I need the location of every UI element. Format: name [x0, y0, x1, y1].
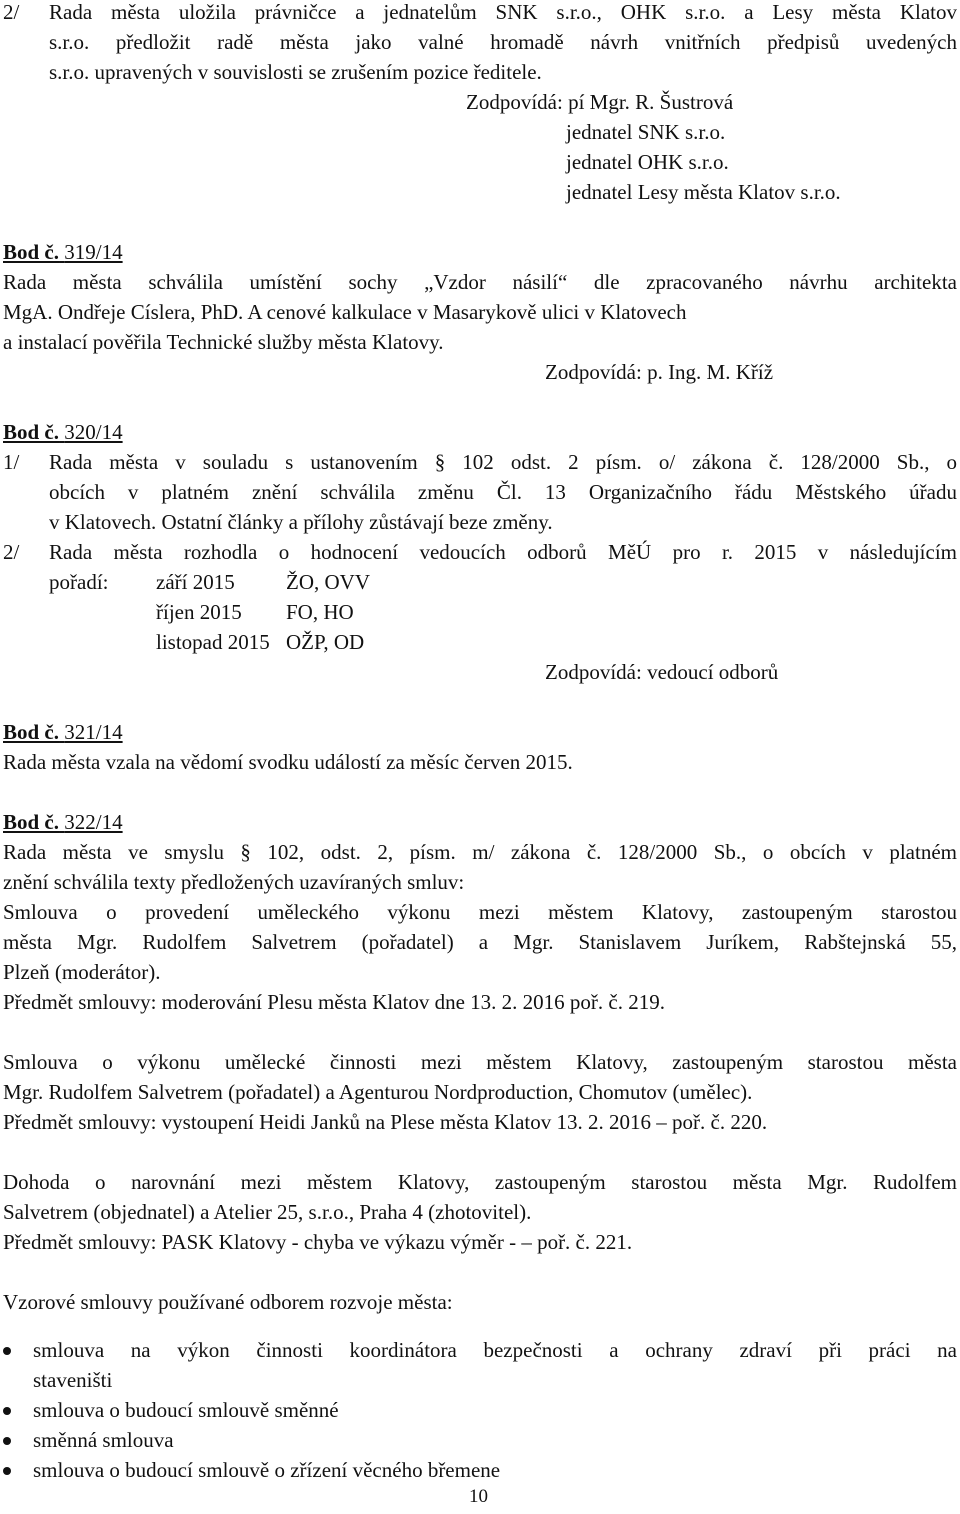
list-item: směnná smlouva	[33, 1428, 174, 1452]
schedule-dept: OŽP, OD	[286, 630, 365, 654]
paragraph-line: MgA. Ondřeje Císlera, PhD. A cenové kalkulace v Masarykově ulici v Klatovech	[3, 300, 687, 324]
paragraph-line: znění schválila texty předložených uzavíraných smluv:	[3, 870, 465, 894]
paragraph-line: Dohoda o narovnání mezi městem Klatovy, zastoupeným starostou města Mgr. Rudolfem	[3, 1170, 957, 1194]
section-heading	[3, 717, 123, 747]
paragraph-line: Smlouva o provedení uměleckého výkonu mezi městem Klatovy, zastoupeným starostou	[3, 900, 957, 924]
heading-number: 320/14	[64, 420, 123, 444]
section-heading	[3, 417, 123, 447]
bullet-icon	[3, 1437, 11, 1445]
schedule-month: září 2015	[156, 570, 235, 594]
bullet-icon	[3, 1407, 11, 1415]
item-number: 2/	[3, 540, 20, 564]
responsible-line: Zodpovídá: vedoucí odborů	[545, 660, 779, 684]
responsible-line: Zodpovídá: p. Ing. M. Kříž	[545, 360, 774, 384]
responsible-line: jednatel SNK s.r.o.	[566, 120, 726, 144]
paragraph-line: Rada města rozhodla o hodnocení vedoucích odborů MěÚ pro r. 2015 v následujícím	[49, 540, 957, 564]
paragraph-line: Rada města ve smyslu § 102, odst. 2, písm. m/ zákona č. 128/2000 Sb., o obcích v platném	[3, 840, 957, 864]
heading-label: Bod č.	[3, 810, 60, 834]
paragraph-line: Salvetrem (objednatel) a Atelier 25, s.r.o., Praha 4 (zhotovitel).	[3, 1200, 532, 1224]
paragraph-line: Mgr. Rudolfem Salvetrem (pořadatel) a Agenturou Nordproduction, Chomutov (umělec).	[3, 1080, 753, 1104]
paragraph-line: obcích v platném znění schválila změnu Čl. 13 Organizačního řádu Městského úřadu	[49, 480, 957, 504]
list-item: smlouva o budoucí smlouvě o zřízení věcného břemene	[33, 1458, 501, 1482]
heading-label: Bod č.	[3, 720, 60, 744]
paragraph-line: Rada města schválila umístění sochy „Vzdor násilí“ dle zpracovaného návrhu architekta	[3, 270, 957, 294]
paragraph-line: a instalací pověřila Technické služby města Klatovy.	[3, 330, 444, 354]
bullet-icon	[3, 1347, 11, 1355]
paragraph-line: s.r.o. předložit radě města jako valné hromadě návrh vnitřních předpisů uvedených	[49, 30, 957, 54]
paragraph-line: města Mgr. Rudolfem Salvetrem (pořadatel) a Mgr. Stanislavem Juríkem, Rabštejnská 55,	[3, 930, 957, 954]
heading-number: 322/14	[64, 810, 123, 834]
item-number: 1/	[3, 450, 20, 474]
paragraph-line: Smlouva o výkonu umělecké činnosti mezi městem Klatovy, zastoupeným starostou města	[3, 1050, 957, 1074]
paragraph-line: Rada města vzala na vědomí svodku událostí za měsíc červen 2015.	[3, 750, 573, 774]
heading-number: 321/14	[64, 720, 123, 744]
paragraph-line: Rada města uložila právničce a jednatelům SNK s.r.o., OHK s.r.o. a Lesy města Klatov	[49, 0, 957, 24]
paragraph-line: Rada města v souladu s ustanovením § 102 odst. 2 písm. o/ zákona č. 128/2000 Sb., o	[49, 450, 957, 474]
list-item: staveništi	[33, 1368, 113, 1392]
schedule-month: říjen 2015	[156, 600, 242, 624]
item-number: 2/	[3, 0, 20, 24]
responsible-line: jednatel OHK s.r.o.	[566, 150, 729, 174]
list-item: smlouva o budoucí smlouvě směnné	[33, 1398, 339, 1422]
list-item: smlouva na výkon činnosti koordinátora bezpečnosti a ochrany zdraví při práci na	[33, 1338, 957, 1362]
responsible-line: jednatel Lesy města Klatov s.r.o.	[566, 180, 841, 204]
heading-label: Bod č.	[3, 240, 60, 264]
paragraph-line: pořadí:	[49, 570, 109, 594]
section-heading	[3, 237, 123, 267]
paragraph-line: v Klatovech. Ostatní články a přílohy zůstávají beze změny.	[49, 510, 553, 534]
page-number: 10	[469, 1486, 488, 1507]
paragraph-line: Předmět smlouvy: vystoupení Heidi Janků na Plese města Klatov 13. 2. 2016 – poř. č. 220.	[3, 1110, 768, 1134]
schedule-dept: FO, HO	[286, 600, 354, 624]
responsible-line: Zodpovídá: pí Mgr. R. Šustrová	[466, 90, 734, 114]
schedule-dept: ŽO, OVV	[286, 570, 370, 594]
bullet-icon	[3, 1467, 11, 1475]
paragraph-line: Předmět smlouvy: moderování Plesu města Klatov dne 13. 2. 2016 poř. č. 219.	[3, 990, 665, 1014]
section-heading	[3, 807, 123, 837]
heading-label: Bod č.	[3, 420, 60, 444]
paragraph-line: s.r.o. upravených v souvislosti se zrušením pozice ředitele.	[49, 60, 542, 84]
paragraph-line: Plzeň (moderátor).	[3, 960, 161, 984]
paragraph-line: Předmět smlouvy: PASK Klatovy - chyba ve výkazu výměr - – poř. č. 221.	[3, 1230, 633, 1254]
schedule-month: listopad 2015	[156, 630, 270, 654]
heading-number: 319/14	[64, 240, 123, 264]
paragraph-line: Vzorové smlouvy používané odborem rozvoje města:	[3, 1290, 453, 1314]
